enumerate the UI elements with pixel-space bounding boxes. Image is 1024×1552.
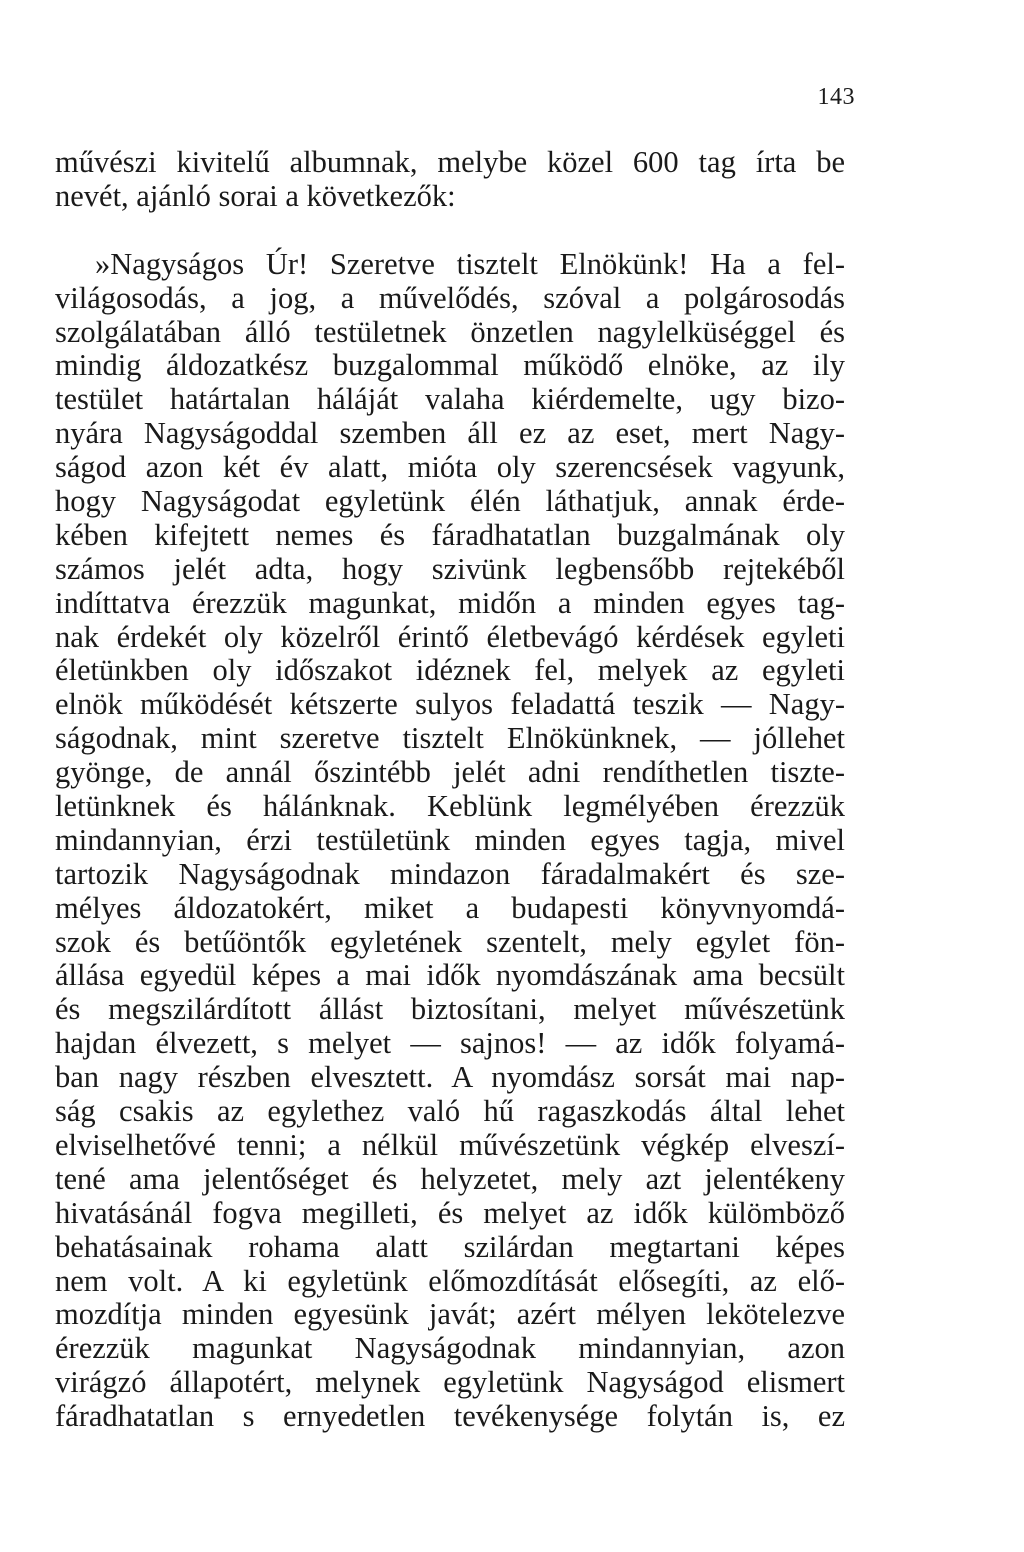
text-line: tené ama jelentőséget és helyzetet, mely azt jelentékeny [55,1161,845,1196]
text-line: hivatásánál fogva megilleti, és melyet az idők külömböző [55,1195,845,1230]
text-line: virágzó állapotért, melynek egyletünk Nagyságod elismert [55,1365,845,1400]
text-line: letünknek és hálánknak. Keblünk legmélyében érezzük [55,789,845,824]
text-line: állása egyedül képes a mai idők nyomdászának ama becsült [55,958,845,993]
text-line: nyára Nagyságoddal szemben áll ez az eset, mert Nagy- [55,416,845,451]
text-line: szok és betűöntők egyletének szentelt, mely egylet fön- [55,924,845,959]
text-line: tartozik Nagyságodnak mindazon fáradalmakért és sze- [55,856,845,891]
text-line: indíttatva érezzük magunkat, midőn a minden egyes tag- [55,585,845,620]
text-line: nem volt. A ki egyletünk előmozdítását elősegíti, az elő- [55,1263,845,1298]
text-line: hogy Nagyságodat egyletünk élén láthatjuk, annak érde- [55,484,845,519]
text-line: hajdan élvezett, s melyet — sajnos! — az idők folyamá- [55,1026,845,1061]
text-line: szolgálatában álló testületnek önzetlen nagylelküséggel és [55,314,845,349]
text-line: elviselhetővé tenni; a nélkül művészetünk végkép elveszí- [55,1127,845,1162]
paragraph-gap [55,214,845,248]
text-line: gyönge, de annál őszintébb jelét adni rendíthetlen tiszte- [55,755,845,790]
intro-line: művészi kivitelű albumnak, melybe közel 600 tag írta be [55,145,845,179]
text-line: mindig áldozatkész buzgalommal működő elnöke, az ily [55,348,845,383]
text-line: testület határtalan háláját valaha kiérdemelte, ugy bizo- [55,382,845,417]
text-line: mélyes áldozatokért, miket a budapesti könyvnyomdá- [55,890,845,925]
text-line: ságod azon két év alatt, mióta oly szerencsések vagyunk, [55,450,845,485]
body-text [55,146,845,1434]
intro-line: nevét, ajánló sorai a következők: [55,178,456,213]
text-line: fáradhatatlan s ernyedetlen tevékenysége folytán is, ez [55,1399,845,1434]
text-line: ságodnak, mint szeretve tisztelt Elnökünknek, — jóllehet [55,721,845,756]
text-line: mozdítja minden egyesünk javát; azért mélyen lekötelezve [55,1297,845,1332]
text-line: »Nagyságos Úr! Szeretve tisztelt Elnökünk! Ha a fel- [95,246,845,281]
text-line: életünkben oly időszakot idéznek fel, melyek az egyleti [55,653,845,688]
text-line: mindannyian, érzi testületünk minden egyes tagja, mivel [55,822,845,857]
text-line: érezzük magunkat Nagyságodnak mindannyian, azon [55,1331,845,1366]
text-line: világosodás, a jog, a művelődés, szóval a polgárosodás [55,280,845,315]
text-line: ság csakis az egylethez való hű ragaszkodás által lehet [55,1094,845,1129]
text-line: kében kifejtett nemes és fáradhatatlan buzgalmának oly [55,517,845,552]
text-line: elnök működését kétszerte sulyos feladattá teszik — Nagy- [55,687,845,722]
text-line: behatásainak rohama alatt szilárdan megtartani képes [55,1229,845,1264]
text-line: ban nagy részben elvesztett. A nyomdász sorsát mai nap- [55,1060,845,1095]
text-line: számos jelét adta, hogy szivünk legbensőbb rejtekéből [55,551,845,586]
text-line: nak érdekét oly közelről érintő életbevágó kérdések egyleti [55,619,845,654]
page-number: 143 [817,84,855,110]
text-line: és megszilárdított állást biztosítani, melyet művészetünk [55,992,845,1027]
